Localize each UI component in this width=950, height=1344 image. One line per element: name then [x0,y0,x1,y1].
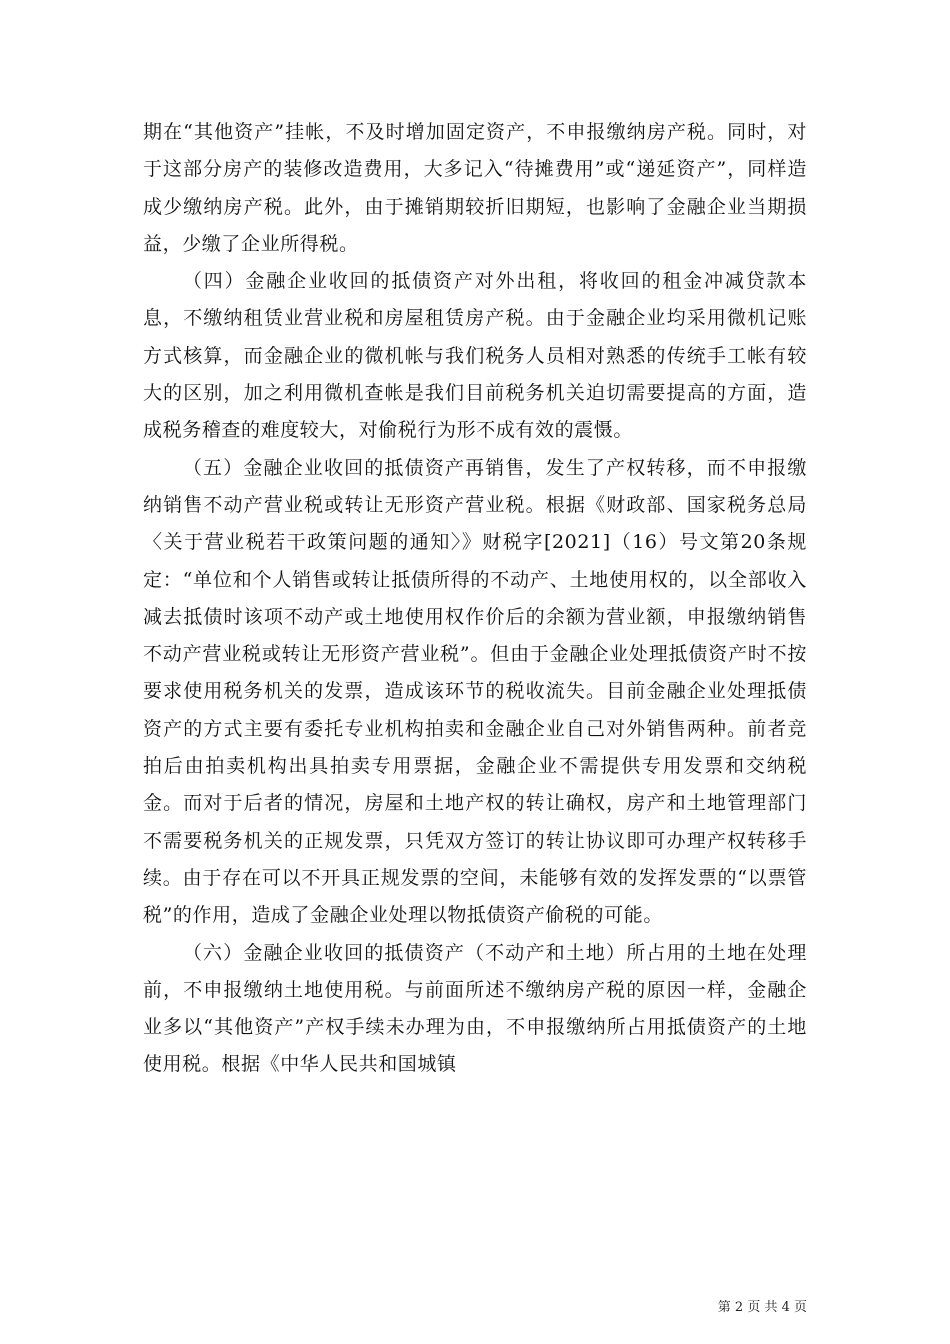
paragraph-section-5: （五）金融企业收回的抵债资产再销售，发生了产权转移，而不申报缴纳销售不动产营业税或转让无形资产营业税。根据《财政部、国家税务总局〈关于营业税若干政策问题的通知〉》财税字[2021]（16）号文第20条规定：“单位和个人销售或转让抵债所得的不动产、土地使用权的，以全部收入减去抵债时该项不动产或土地使用权作价后的余额为营业额，申报缴纳销售不动产营业税或转让无形资产营业税”。但由于金融企业处理抵债资产时不按要求使用税务机关的发票，造成该环节的税收流失。目前金融企业处理抵债资产的方式主要有委托专业机构拍卖和金融企业自己对外销售两种。前者竞拍后由拍卖机构出具拍卖专用票据，金融企业不需提供专用发票和交纳税金。而对于后者的情况，房屋和土地产权的转让确权，房产和土地管理部门不需要税务机关的正规发票，只凭双方签订的转让协议即可办理产权转移手续。由于存在可以不开具正规发票的空间，未能够有效的发挥发票的“以票管税”的作用，造成了金融企业处理以物抵债资产偷税的可能。 [143,456,807,927]
paragraph-section-4: （四）金融企业收回的抵债资产对外出租，将收回的租金冲减贷款本息，不缴纳租赁业营业税和房屋租赁房产税。由于金融企业均采用微机记账方式核算，而金融企业的微机帐与我们税务人员相对熟悉的传统手工帐有较大的区别，加之利用微机查帐是我们目前税务机关迫切需要提高的方面，造成税务稽查的难度较大，对偷税行为形不成有效的震慑。 [143,270,807,442]
paragraph-section-6: （六）金融企业收回的抵债资产（不动产和土地）所占用的土地在处理前，不申报缴纳土地使用税。与前面所述不缴纳房产税的原因一样，金融企业多以“其他资产”产权手续未办理为由，不申报缴纳所占用抵债资产的土地使用税。根据《中华人民共和国城镇 [143,941,807,1076]
page-number-footer: 第 2 页 共 4 页 [717,1300,807,1315]
document-body [143,114,807,1084]
paragraph-continuation: 期在“其他资产”挂帐，不及时增加固定资产，不申报缴纳房产税。同时，对于这部分房产的装修改造费用，大多记入“待摊费用”或“递延资产”，同样造成少缴纳房产税。此外，由于摊销期较折旧期短，也影响了金融企业当期损益，少缴了企业所得税。 [143,121,807,255]
